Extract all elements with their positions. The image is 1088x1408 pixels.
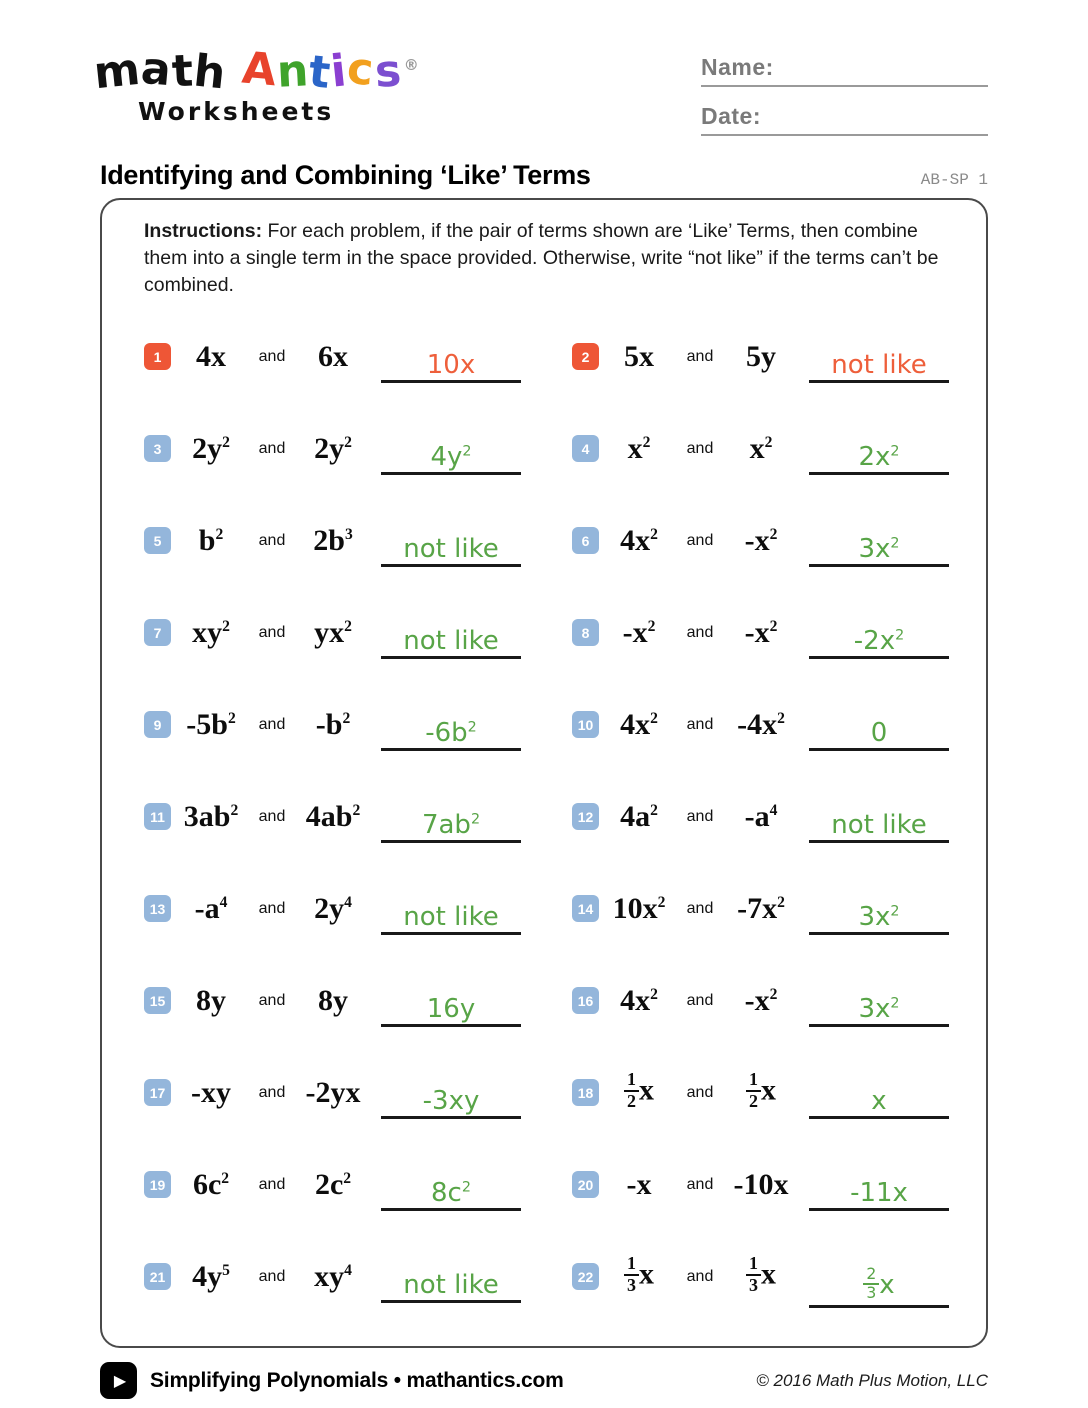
problem-row [144, 339, 524, 381]
term-second: $2c^2$ [314, 1167, 352, 1201]
answer-text: not like [831, 810, 927, 841]
problem-number-badge: 17 [144, 1079, 171, 1106]
answer-blank[interactable] [809, 996, 949, 1027]
answer-blank[interactable] [381, 1272, 521, 1303]
problem-row [572, 799, 952, 841]
problem-number-badge: 15 [144, 987, 171, 1014]
problem-row [144, 1259, 524, 1301]
answer-blank[interactable] [381, 1180, 521, 1211]
term-first: $4x^2$ [620, 523, 658, 557]
answer-blank[interactable] [809, 1088, 949, 1119]
term-first: $x^2$ [627, 431, 651, 465]
term-second: -2yx [305, 1075, 361, 1109]
and-label: and [686, 1175, 714, 1193]
term-first: $4x^2$ [620, 707, 658, 741]
term-first: $-5b^2$ [186, 707, 236, 741]
term-first: 5x [624, 339, 654, 373]
answer-blank[interactable] [809, 720, 949, 751]
term-second: $2y^2$ [314, 431, 352, 465]
term-second: $-x^2$ [744, 615, 778, 649]
answer-blank[interactable] [381, 720, 521, 751]
problem-number-badge: 10 [572, 711, 599, 738]
answer-text: $\frac{2}{3}$ x [863, 1270, 894, 1300]
term-second: $yx^2$ [314, 615, 352, 649]
doc-code: AB-SP 1 [920, 171, 988, 189]
instructions-text: For each problem, if the pair of terms shown are ‘Like’ Terms, then combine them into a single term in the space provided. Otherwise, write “not like” if the terms can’t be combined. [144, 220, 939, 296]
problem-number-badge: 20 [572, 1171, 599, 1198]
term-first: $\frac{1}{3}$ x [599, 1256, 679, 1298]
term-first: -xy [191, 1075, 231, 1109]
logo-letter: i [328, 45, 351, 98]
logo-letter: t [170, 45, 195, 98]
answer-text: not like [403, 626, 499, 657]
answer-blank[interactable] [381, 1088, 521, 1119]
term-first: $2y^2$ [192, 431, 230, 465]
term-second: $\frac{1}{3}$ x [721, 1256, 801, 1298]
and-label: and [258, 347, 286, 365]
answer-blank[interactable] [381, 812, 521, 843]
answer-text: not like [831, 350, 927, 381]
name-date-fields [701, 54, 988, 152]
term-first: -x [626, 1167, 652, 1201]
term-second: $-4x^2$ [737, 707, 785, 741]
term-second: $\frac{1}{2}$ x [721, 1072, 801, 1114]
fraction: $\frac{1}{3}$ [746, 1254, 761, 1296]
and-label: and [258, 899, 286, 917]
and-label: and [686, 807, 714, 825]
problem-row [572, 431, 952, 473]
answer-text: $4y^2$ [430, 442, 472, 473]
term-first: $10x^2$ [612, 891, 666, 925]
term-second: $-7x^2$ [737, 891, 785, 925]
term-second: 6x [318, 339, 348, 373]
answer-blank[interactable] [381, 904, 521, 935]
term-second: $x^2$ [749, 431, 773, 465]
problem-row [144, 799, 524, 841]
and-label: and [686, 531, 714, 549]
problem-row [572, 615, 952, 657]
answer-blank[interactable] [381, 536, 521, 567]
header [91, 42, 988, 138]
and-label: and [686, 1083, 714, 1101]
page-title: Identifying and Combining ‘Like’ Terms [100, 160, 591, 190]
term-second: $2y^4$ [314, 891, 352, 925]
and-label: and [258, 1175, 286, 1193]
answer-text: 10x [426, 350, 476, 381]
fraction: $\frac{1}{3}$ [624, 1254, 639, 1296]
term-second: $-b^2$ [315, 707, 351, 741]
problem-row [144, 707, 524, 749]
problem-row [572, 983, 952, 1025]
footer-title: Simplifying Polynomials • mathantics.com [150, 1368, 564, 1392]
name-input-line[interactable] [701, 54, 988, 87]
and-label: and [686, 991, 714, 1009]
problem-row [572, 339, 952, 381]
term-first: $4x^2$ [620, 983, 658, 1017]
problem-number-badge: 1 [144, 343, 171, 370]
answer-text: $3x^2$ [858, 902, 900, 933]
and-label: and [686, 439, 714, 457]
answer-text: $-6b^2$ [425, 718, 477, 749]
problem-number-badge: 3 [144, 435, 171, 462]
problem-number-badge: 9 [144, 711, 171, 738]
term-second: $-a^4$ [744, 799, 778, 833]
answer-blank[interactable] [381, 996, 521, 1027]
and-label: and [258, 715, 286, 733]
term-second: -10x [733, 1167, 789, 1201]
answer-text: x [871, 1086, 887, 1117]
problem-number-badge: 8 [572, 619, 599, 646]
and-label: and [258, 1267, 286, 1285]
problem-number-badge: 21 [144, 1263, 171, 1290]
term-second: $2b^3$ [313, 523, 353, 557]
term-first: $4y^5$ [192, 1259, 230, 1293]
answer-text: $8c^2$ [431, 1178, 471, 1209]
answer-text: $3x^2$ [858, 534, 900, 565]
problem-row [144, 523, 524, 565]
footer [100, 1362, 988, 1399]
answer-text: not like [403, 902, 499, 933]
problem-row [144, 1075, 524, 1117]
answer-text: not like [403, 1270, 499, 1301]
answer-text: -3xy [422, 1086, 480, 1117]
instructions-label: Instructions: [144, 220, 263, 242]
footer-left [100, 1362, 564, 1399]
logo-letter: n [275, 45, 311, 98]
fraction: $\frac{2}{3}$ [863, 1266, 879, 1302]
and-label: and [258, 623, 286, 641]
answer-blank[interactable] [809, 628, 949, 659]
problems-grid [144, 311, 952, 1323]
answer-blank[interactable] [809, 536, 949, 567]
title-row [100, 160, 988, 191]
logo-wordmark [91, 42, 420, 100]
answer-blank[interactable] [809, 444, 949, 475]
problem-number-badge: 18 [572, 1079, 599, 1106]
term-second: $xy^4$ [314, 1259, 352, 1293]
logo-letter: A [239, 42, 280, 97]
logo-letter: h [190, 45, 229, 100]
answer-blank[interactable] [809, 812, 949, 843]
term-second: 5y [746, 339, 776, 373]
answer-blank[interactable] [809, 1265, 949, 1308]
and-label: and [258, 807, 286, 825]
and-label: and [686, 623, 714, 641]
name-label: Name: [701, 54, 774, 80]
problem-row [572, 891, 952, 933]
problem-number-badge: 2 [572, 343, 599, 370]
logo-letter: m [91, 43, 144, 100]
and-label: and [258, 439, 286, 457]
fraction: $\frac{1}{2}$ [746, 1070, 761, 1112]
problem-row [572, 1069, 952, 1117]
term-first: 8y [196, 983, 226, 1017]
answer-blank[interactable] [809, 904, 949, 935]
date-label: Date: [701, 103, 762, 129]
problem-number-badge: 14 [572, 895, 599, 922]
term-second: $-x^2$ [744, 523, 778, 557]
problem-number-badge: 22 [572, 1263, 599, 1290]
and-label: and [258, 1083, 286, 1101]
problem-row [144, 615, 524, 657]
answer-text: 16y [426, 994, 476, 1025]
term-first: $-a^4$ [194, 891, 228, 925]
logo-letter: c [345, 42, 377, 97]
term-first: $xy^2$ [192, 615, 230, 649]
answer-text: $-2x^2$ [853, 626, 905, 657]
logo-subtitle: Worksheets [138, 97, 335, 126]
problem-number-badge: 12 [572, 803, 599, 830]
term-first: $6c^2$ [192, 1167, 230, 1201]
term-second: $4ab^2$ [305, 799, 361, 833]
term-first: 4x [196, 339, 226, 373]
and-label: and [686, 347, 714, 365]
problem-number-badge: 19 [144, 1171, 171, 1198]
copyright: © 2016 Math Plus Motion, LLC [756, 1370, 988, 1390]
term-first: $\frac{1}{2}$ x [599, 1072, 679, 1114]
term-first: $-x^2$ [622, 615, 656, 649]
and-label: and [258, 531, 286, 549]
answer-text: $7ab^2$ [421, 810, 481, 841]
answer-text: not like [403, 534, 499, 565]
answer-blank[interactable] [809, 1180, 949, 1211]
and-label: and [686, 1267, 714, 1285]
term-first: $4a^2$ [620, 799, 658, 833]
problem-row [144, 1167, 524, 1209]
answer-blank[interactable] [381, 352, 521, 383]
and-label: and [686, 899, 714, 917]
problem-number-badge: 11 [144, 803, 171, 830]
problem-number-badge: 4 [572, 435, 599, 462]
answer-blank[interactable] [381, 628, 521, 659]
problem-row [144, 891, 524, 933]
logo-letter: a [138, 42, 174, 97]
problem-number-badge: 7 [144, 619, 171, 646]
term-first: $3ab^2$ [183, 799, 239, 833]
term-second: 8y [318, 983, 348, 1017]
problem-row [572, 1253, 952, 1303]
answer-blank[interactable] [809, 352, 949, 383]
fraction: $\frac{1}{2}$ [624, 1070, 639, 1112]
problem-number-badge: 16 [572, 987, 599, 1014]
answer-text: -11x [850, 1178, 908, 1209]
answer-blank[interactable] [381, 444, 521, 475]
problem-number-badge: 6 [572, 527, 599, 554]
problem-row [572, 523, 952, 565]
problem-number-badge: 13 [144, 895, 171, 922]
problem-row [572, 707, 952, 749]
play-icon: ▶ [100, 1362, 137, 1399]
date-input-line[interactable] [701, 103, 988, 136]
problem-row [144, 431, 524, 473]
problem-row [572, 1167, 952, 1209]
term-second: $-x^2$ [744, 983, 778, 1017]
term-first: $b^2$ [198, 523, 224, 557]
answer-text: $2x^2$ [858, 442, 900, 473]
problem-row [144, 983, 524, 1025]
registered-mark-icon: ® [403, 56, 420, 75]
instructions [144, 218, 952, 299]
logo-letter: s [373, 45, 404, 98]
problem-number-badge: 5 [144, 527, 171, 554]
and-label: and [686, 715, 714, 733]
and-label: and [258, 991, 286, 1009]
worksheet-box [100, 198, 988, 1348]
answer-text: 0 [870, 718, 888, 749]
math-antics-logo [91, 42, 420, 126]
logo-letter: t [306, 45, 334, 100]
answer-text: $3x^2$ [858, 994, 900, 1025]
